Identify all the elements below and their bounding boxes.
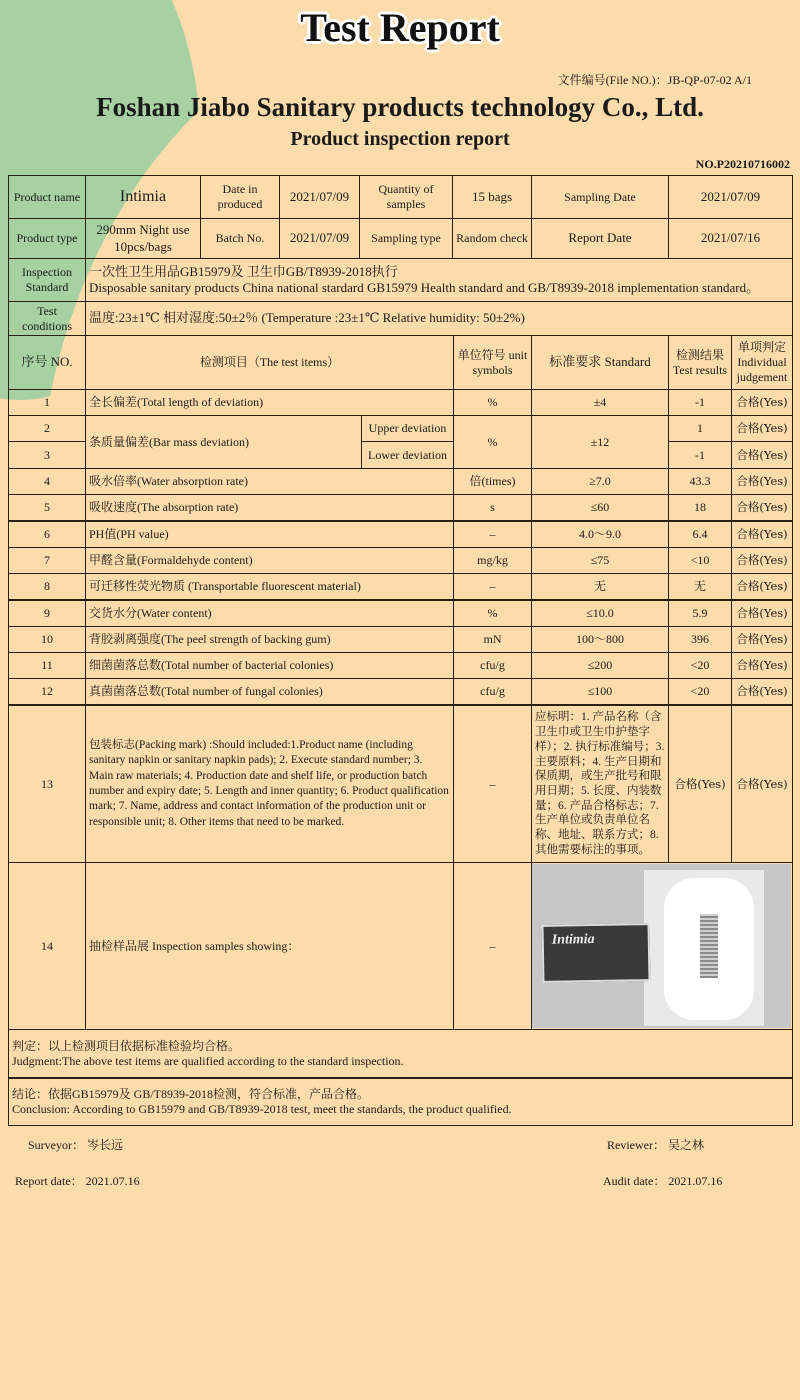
audit-date-label: Audit date：: [603, 1174, 666, 1188]
row-8-result: 无: [668, 573, 732, 600]
judgment-en: Judgment:The above test items are qualified according to the standard inspection.: [12, 1054, 404, 1068]
row-14-unit: –: [453, 862, 532, 1030]
row-5-item: 吸收速度(The absorption rate): [85, 494, 454, 521]
conditions-value: 温度:23±1℃ 相对湿度:50±2％ (Temperature :23±1℃ Relative humidity: 50±2%): [85, 301, 793, 336]
product-type-label: Product type: [8, 218, 86, 259]
row-7-no: 7: [8, 547, 86, 574]
row-4-item: 吸水倍率(Water absorption rate): [85, 468, 454, 495]
pad-core-pattern: [700, 914, 718, 978]
row-10-result: 396: [668, 626, 732, 653]
row-5-judgement: 合格(Yes): [731, 494, 793, 521]
header-judgement: 单项判定 Individual judgement: [731, 335, 793, 390]
standard-cn: 一次性卫生用品GB15979及 卫生巾GB/T8939-2018执行: [89, 263, 398, 279]
row-6-no: 6: [8, 521, 86, 548]
header-unit: 单位符号 unit symbols: [453, 335, 532, 390]
judgment-cn: 判定：以上检测项目依据标准检验均合格。: [12, 1039, 241, 1053]
reviewer-label: Reviewer：: [607, 1138, 665, 1152]
product-package-image: Intimia: [542, 923, 651, 983]
product-type-value: 290mm Night use 10pcs/bags: [85, 218, 201, 259]
row-1-unit: %: [453, 389, 532, 416]
row-5-unit: s: [453, 494, 532, 521]
reviewer: [607, 1136, 704, 1153]
report-date-value: 2021.07.16: [85, 1174, 140, 1188]
row-3-sub: Lower deviation: [361, 441, 454, 469]
row-13-no: 13: [8, 705, 86, 863]
quantity-label: Quantity of samples: [359, 175, 453, 219]
row-13-item: 包装标志(Packing mark) :Should included:1.Product name (including sanitary napkin or sanitary napkin pads); 2. Execute standard number; 3. Main raw materials; 4. Production date and shelf life, or production batch number and expiry date; 5. Length and inner quantity; 6. Product qualification mark; 7. Name, address and contact information of the production unit or responsible unit; 8. Other items that need to be marked.: [85, 705, 454, 863]
row-6-item: PH值(PH value): [85, 521, 454, 548]
date-produced-value: 2021/07/09: [279, 175, 360, 219]
report-number: NO.P20210716002: [695, 157, 790, 171]
row-13-result: 合格(Yes): [668, 705, 732, 863]
row-7-judgement: 合格(Yes): [731, 547, 793, 574]
report-date-value: 2021/07/16: [668, 218, 793, 259]
row-12-judgement: 合格(Yes): [731, 678, 793, 705]
row-11-result: <20: [668, 652, 732, 679]
row-13-standard: 应标明：1. 产品名称（含卫生巾或卫生巾护垫字样）；2. 执行标准编号；3. 主要原料；4. 生产日期和保质期，或生产批号和限用日期；5. 长度、内装数量；6. 产品合格标志；7. 生产单位或负责单位名称、地址、联系方式；8. 其他需要标注的事项。: [531, 705, 669, 863]
report-date-label: Report Date: [531, 218, 669, 259]
sampling-type-label: Sampling type: [359, 218, 453, 259]
row-4-unit: 倍(times): [453, 468, 532, 495]
row-4-no: 4: [8, 468, 86, 495]
conclusion-box: [8, 1077, 793, 1126]
row-4-standard: ≥7.0: [531, 468, 669, 495]
header-no: 序号 NO.: [8, 335, 86, 390]
row-5-no: 5: [8, 494, 86, 521]
row-8-judgement: 合格(Yes): [731, 573, 793, 600]
conditions-label: Test conditions: [8, 301, 86, 336]
header-result: 检测结果 Test results: [668, 335, 732, 390]
row-10-judgement: 合格(Yes): [731, 626, 793, 653]
sampling-date-label: Sampling Date: [531, 175, 669, 219]
row-12-standard: ≤100: [531, 678, 669, 705]
row-2-unit: %: [453, 415, 532, 469]
standard-text: [85, 258, 793, 302]
batch-value: 2021/07/09: [279, 218, 360, 259]
row-3-no: 3: [8, 441, 86, 469]
row-2-item: 条质量偏差(Bar mass deviation): [85, 415, 362, 469]
row-10-no: 10: [8, 626, 86, 653]
date-produced-label: Date in produced: [200, 175, 280, 219]
audit-date-value: 2021.07.16: [668, 1174, 723, 1188]
standard-en: Disposable sanitary products China national stardard GB15979 Health standard and GB/T8939-2018 implementation standard。: [89, 280, 760, 295]
row-7-result: <10: [668, 547, 732, 574]
row-10-item: 背胶剥离强度(The peel strength of backing gum): [85, 626, 454, 653]
quantity-value: 15 bags: [452, 175, 532, 219]
row-9-unit: %: [453, 600, 532, 627]
row-11-judgement: 合格(Yes): [731, 652, 793, 679]
row-8-item: 可迁移性荧光物质 (Transportable fluorescent material): [85, 573, 454, 600]
row-1-result: -1: [668, 389, 732, 416]
row-1-item: 全长偏差(Total length of deviation): [85, 389, 454, 416]
surveyor: [28, 1136, 123, 1153]
row-9-no: 9: [8, 600, 86, 627]
row-9-result: 5.9: [668, 600, 732, 627]
product-name-label: Product name: [8, 175, 86, 219]
report-date: [15, 1172, 140, 1189]
standard-label: Inspection Standard: [8, 258, 86, 302]
report-date-label: Report date：: [15, 1174, 83, 1188]
row-6-judgement: 合格(Yes): [731, 521, 793, 548]
row-2-no: 2: [8, 415, 86, 442]
batch-label: Batch No.: [200, 218, 280, 259]
row-2-sub: Upper deviation: [361, 415, 454, 442]
row-14-item: 抽检样品展 Inspection samples showing：: [85, 862, 454, 1030]
row-1-no: 1: [8, 389, 86, 416]
row-13-unit: –: [453, 705, 532, 863]
sampling-date-value: 2021/07/09: [668, 175, 793, 219]
judgment-box: [8, 1029, 793, 1079]
row-12-result: <20: [668, 678, 732, 705]
row-11-standard: ≤200: [531, 652, 669, 679]
row-4-judgement: 合格(Yes): [731, 468, 793, 495]
reviewer-name: 吴之林: [667, 1138, 704, 1152]
sampling-type-value: Random check: [452, 218, 532, 259]
row-3-judgement: 合格(Yes): [731, 441, 793, 469]
row-12-item: 真菌菌落总数(Total number of fungal colonies): [85, 678, 454, 705]
row-10-unit: mN: [453, 626, 532, 653]
row-2-standard: ±12: [531, 415, 669, 469]
row-3-result: -1: [668, 441, 732, 469]
file-number: 文件编号(File NO.)：JB-QP-07-02 A/1: [557, 73, 752, 87]
row-9-judgement: 合格(Yes): [731, 600, 793, 627]
row-8-standard: 无: [531, 573, 669, 600]
header-item: 检测项目（The test items）: [85, 335, 454, 390]
row-5-standard: ≤60: [531, 494, 669, 521]
row-9-item: 交货水分(Water content): [85, 600, 454, 627]
sample-photo: [532, 864, 791, 1028]
row-2-result: 1: [668, 415, 732, 442]
row-7-standard: ≤75: [531, 547, 669, 574]
row-4-result: 43.3: [668, 468, 732, 495]
row-6-standard: 4.0～9.0: [531, 521, 669, 548]
row-1-judgement: 合格(Yes): [731, 389, 793, 416]
surveyor-name: 岑长远: [87, 1138, 124, 1152]
row-11-item: 细菌菌落总数(Total number of bacterial colonies): [85, 652, 454, 679]
row-8-unit: –: [453, 573, 532, 600]
header-standard: 标准要求 Standard: [531, 335, 669, 390]
row-10-standard: 100～800: [531, 626, 669, 653]
row-14-no: 14: [8, 862, 86, 1030]
conclusion-cn: 结论：依据GB15979及 GB/T8939-2018检测，符合标准，产品合格。: [12, 1086, 370, 1101]
surveyor-label: Surveyor：: [28, 1138, 84, 1152]
report-subtitle: Product inspection report: [290, 128, 510, 150]
row-12-unit: cfu/g: [453, 678, 532, 705]
row-11-unit: cfu/g: [453, 652, 532, 679]
conclusion-en: Conclusion: According to GB15979 and GB/T8939-2018 test, meet the standards, the product qualified.: [12, 1101, 512, 1116]
row-11-no: 11: [8, 652, 86, 679]
row-12-no: 12: [8, 678, 86, 705]
product-name-value: Intimia: [85, 175, 201, 219]
row-6-unit: –: [453, 521, 532, 548]
row-6-result: 6.4: [668, 521, 732, 548]
row-9-standard: ≤10.0: [531, 600, 669, 627]
row-7-unit: mg/kg: [453, 547, 532, 574]
page-title: Test Report: [300, 5, 500, 50]
company-name: Foshan Jiabo Sanitary products technology Co., Ltd.: [96, 92, 704, 122]
audit-date: [603, 1172, 722, 1189]
row-8-no: 8: [8, 573, 86, 600]
row-2-judgement: 合格(Yes): [731, 415, 793, 442]
row-7-item: 甲醛含量(Formaldehyde content): [85, 547, 454, 574]
row-1-standard: ±4: [531, 389, 669, 416]
row-13-judgement: 合格(Yes): [731, 705, 793, 863]
row-5-result: 18: [668, 494, 732, 521]
